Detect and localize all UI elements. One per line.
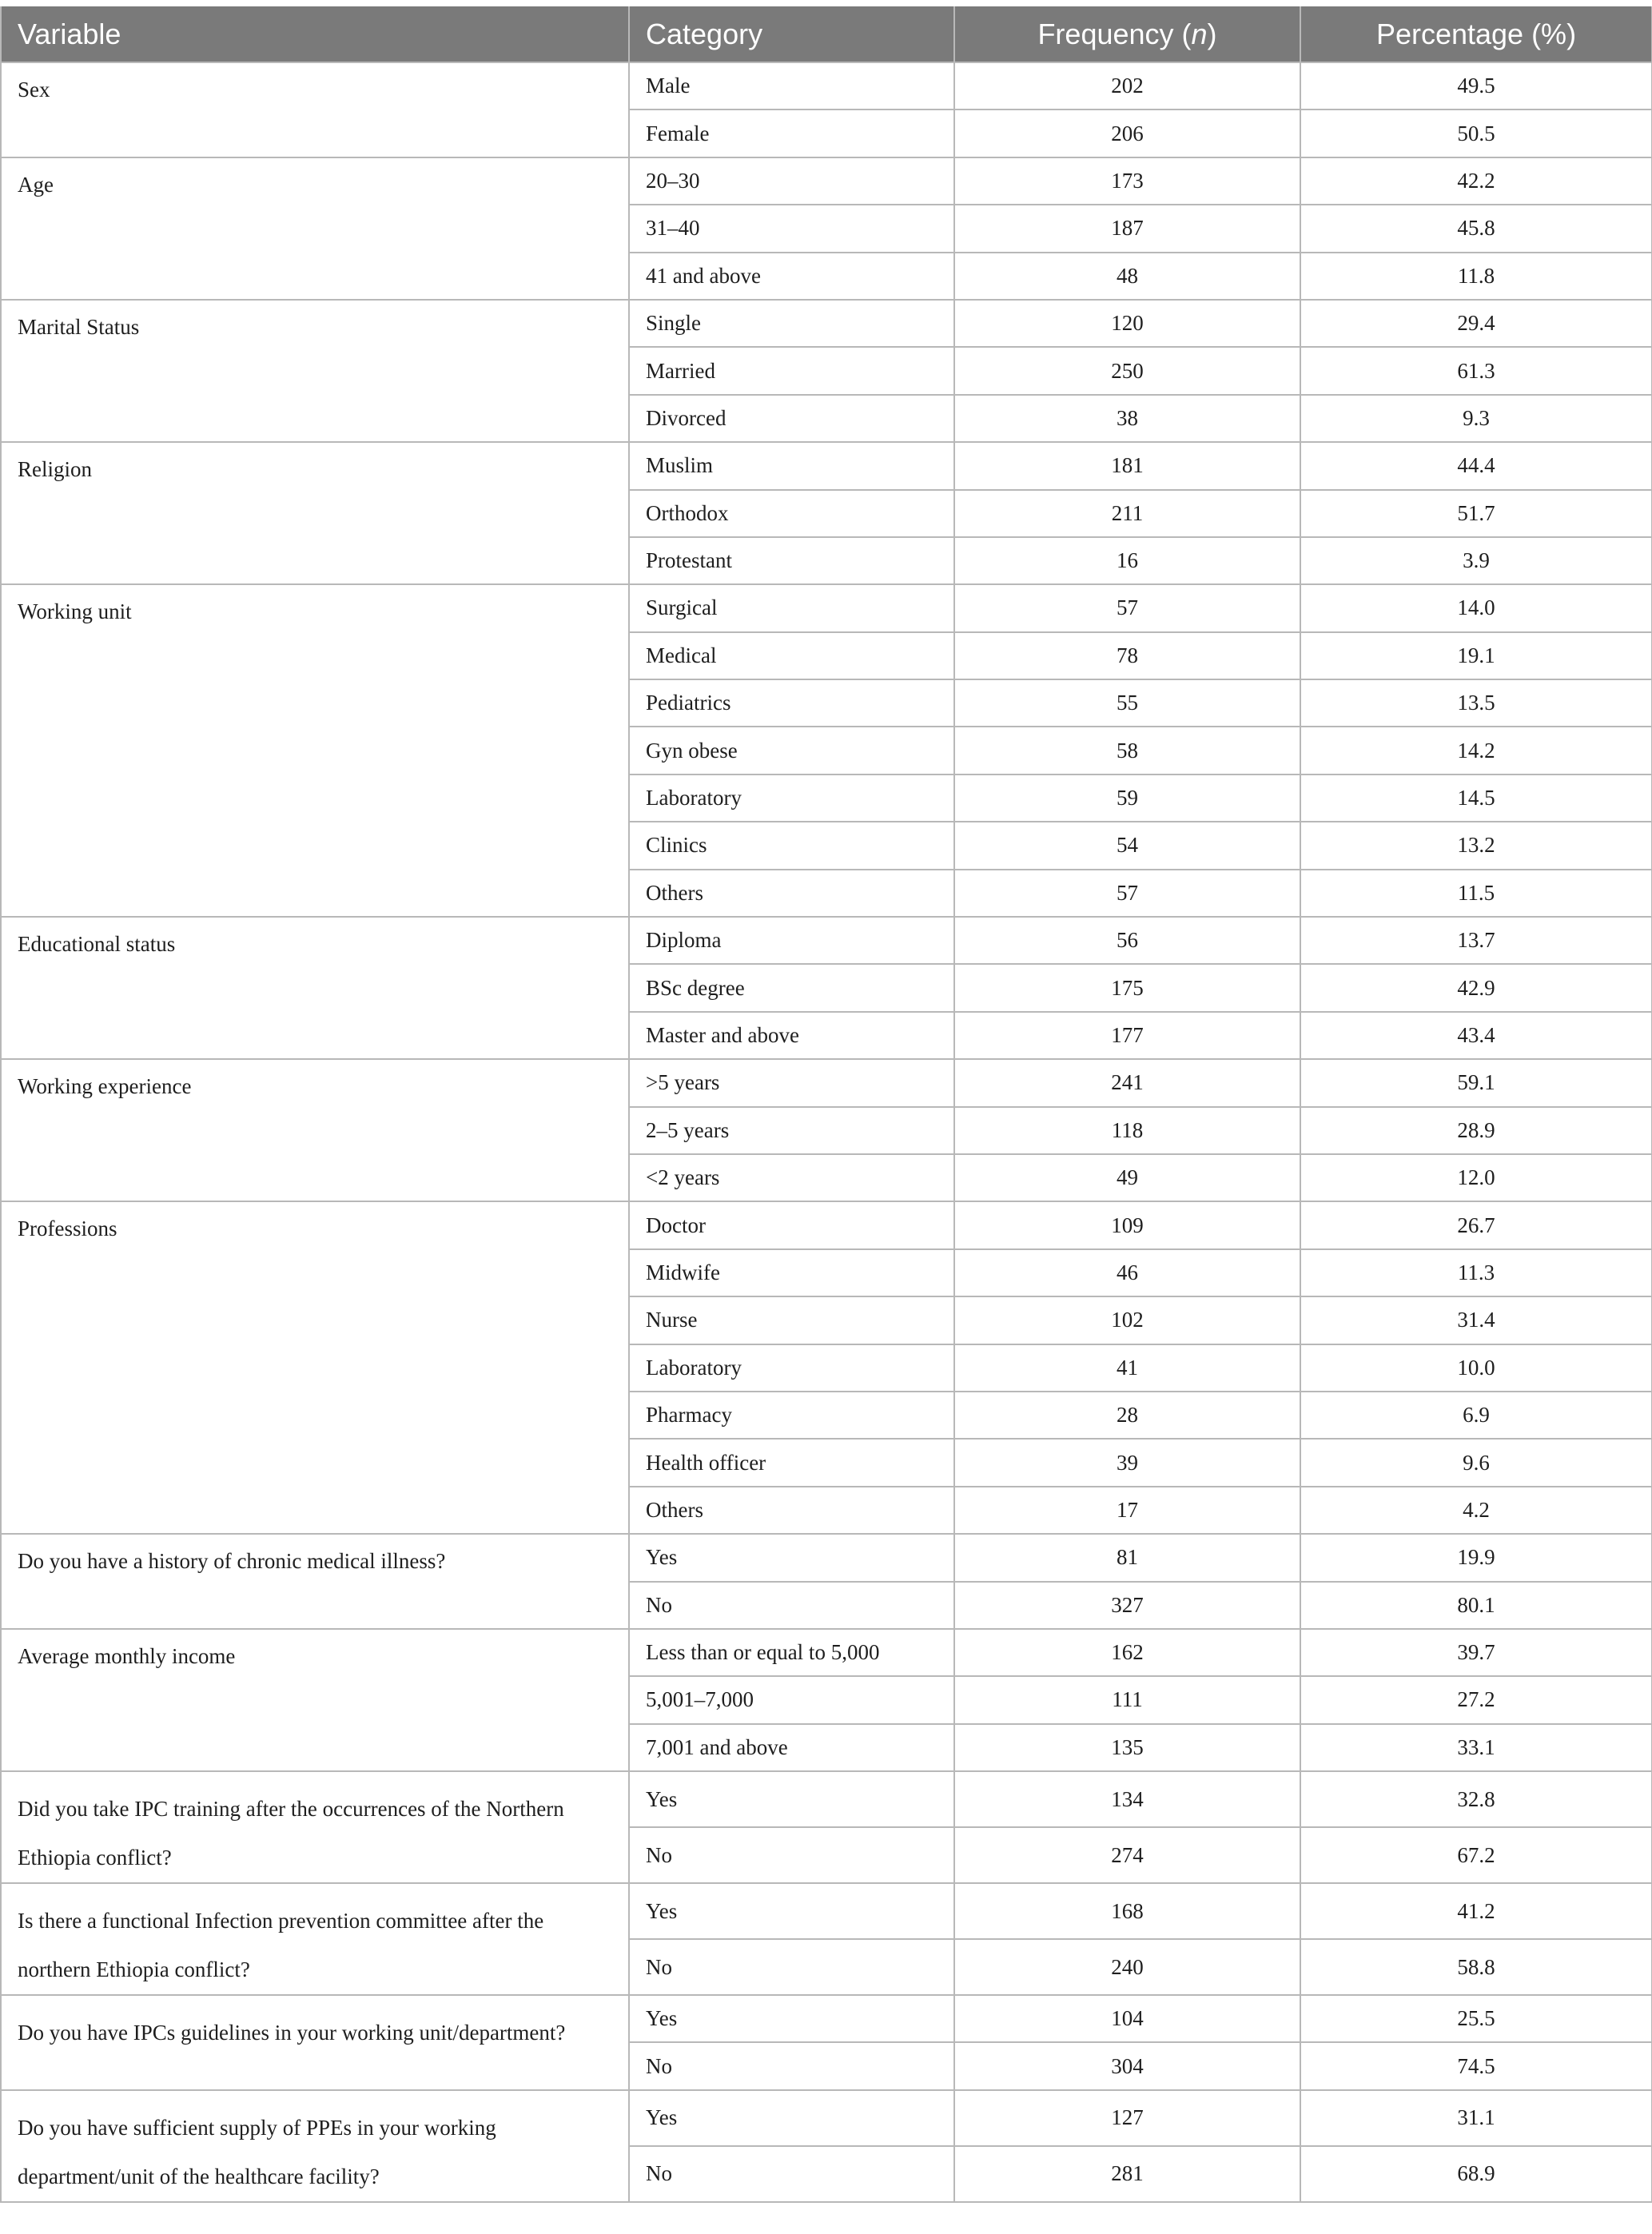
category-cell: 7,001 and above bbox=[629, 1724, 954, 1771]
variable-cell: Professions bbox=[1, 1201, 629, 1534]
percentage-cell: 44.4 bbox=[1300, 442, 1652, 489]
variable-cell: Do you have a history of chronic medical illness? bbox=[1, 1534, 629, 1629]
frequency-cell: 181 bbox=[954, 442, 1300, 489]
table-row bbox=[1, 2090, 1652, 2146]
percentage-cell: 68.9 bbox=[1300, 2146, 1652, 2202]
table-row bbox=[1, 1534, 1652, 1581]
percentage-cell: 51.7 bbox=[1300, 490, 1652, 537]
frequency-cell: 78 bbox=[954, 632, 1300, 679]
frequency-cell: 39 bbox=[954, 1439, 1300, 1486]
category-cell: BSc degree bbox=[629, 964, 954, 1011]
percentage-cell: 29.4 bbox=[1300, 300, 1652, 347]
percentage-cell: 13.5 bbox=[1300, 679, 1652, 727]
table-row bbox=[1, 442, 1652, 489]
frequency-cell: 211 bbox=[954, 490, 1300, 537]
percentage-cell: 14.0 bbox=[1300, 584, 1652, 631]
frequency-cell: 16 bbox=[954, 537, 1300, 584]
frequency-cell: 54 bbox=[954, 822, 1300, 869]
percentage-cell: 10.0 bbox=[1300, 1344, 1652, 1392]
percentage-cell: 19.1 bbox=[1300, 632, 1652, 679]
percentage-cell: 3.9 bbox=[1300, 537, 1652, 584]
category-cell: Divorced bbox=[629, 395, 954, 442]
percentage-cell: 12.0 bbox=[1300, 1154, 1652, 1201]
frequency-cell: 28 bbox=[954, 1392, 1300, 1439]
frequency-cell: 56 bbox=[954, 917, 1300, 964]
frequency-cell: 48 bbox=[954, 253, 1300, 300]
frequency-cell: 102 bbox=[954, 1296, 1300, 1344]
variable-cell: Religion bbox=[1, 442, 629, 584]
table-row bbox=[1, 62, 1652, 110]
category-cell: Clinics bbox=[629, 822, 954, 869]
category-cell: Orthodox bbox=[629, 490, 954, 537]
category-cell: Others bbox=[629, 870, 954, 917]
header-percentage: Percentage (%) bbox=[1300, 6, 1652, 62]
category-cell: Doctor bbox=[629, 1201, 954, 1248]
percentage-cell: 39.7 bbox=[1300, 1629, 1652, 1676]
frequency-cell: 240 bbox=[954, 1939, 1300, 1995]
percentage-cell: 9.6 bbox=[1300, 1439, 1652, 1486]
category-cell: Others bbox=[629, 1487, 954, 1534]
percentage-cell: 14.2 bbox=[1300, 727, 1652, 774]
percentage-cell: 4.2 bbox=[1300, 1487, 1652, 1534]
percentage-cell: 61.3 bbox=[1300, 347, 1652, 394]
variable-cell: Is there a functional Infection prevention committee after the northern Ethiopia conflict? bbox=[1, 1883, 629, 1995]
frequency-cell: 49 bbox=[954, 1154, 1300, 1201]
variable-cell: Average monthly income bbox=[1, 1629, 629, 1771]
percentage-cell: 31.1 bbox=[1300, 2090, 1652, 2146]
percentage-cell: 80.1 bbox=[1300, 1582, 1652, 1629]
frequency-cell: 135 bbox=[954, 1724, 1300, 1771]
category-cell: Less than or equal to 5,000 bbox=[629, 1629, 954, 1676]
variable-cell: Did you take IPC training after the occurrences of the Northern Ethiopia conflict? bbox=[1, 1771, 629, 1883]
percentage-cell: 43.4 bbox=[1300, 1012, 1652, 1059]
category-cell: No bbox=[629, 2042, 954, 2089]
percentage-cell: 13.2 bbox=[1300, 822, 1652, 869]
percentage-cell: 11.8 bbox=[1300, 253, 1652, 300]
variable-cell: Do you have sufficient supply of PPEs in your working department/unit of the healthcare facility? bbox=[1, 2090, 629, 2202]
table-row bbox=[1, 1629, 1652, 1676]
frequency-cell: 57 bbox=[954, 870, 1300, 917]
variable-cell: Age bbox=[1, 157, 629, 300]
category-cell: Midwife bbox=[629, 1249, 954, 1296]
header-frequency bbox=[954, 6, 1300, 62]
frequency-cell: 81 bbox=[954, 1534, 1300, 1581]
frequency-cell: 175 bbox=[954, 964, 1300, 1011]
table-row bbox=[1, 1201, 1652, 1248]
category-cell: Yes bbox=[629, 2090, 954, 2146]
frequency-cell: 118 bbox=[954, 1107, 1300, 1154]
header-row bbox=[1, 6, 1652, 62]
frequency-cell: 162 bbox=[954, 1629, 1300, 1676]
variable-cell: Working experience bbox=[1, 1059, 629, 1201]
category-cell: Single bbox=[629, 300, 954, 347]
percentage-cell: 45.8 bbox=[1300, 205, 1652, 252]
frequency-cell: 173 bbox=[954, 157, 1300, 205]
table-row bbox=[1, 1995, 1652, 2042]
variable-cell: Working unit bbox=[1, 584, 629, 917]
frequency-cell: 57 bbox=[954, 584, 1300, 631]
frequency-cell: 120 bbox=[954, 300, 1300, 347]
category-cell: <2 years bbox=[629, 1154, 954, 1201]
table-body bbox=[1, 62, 1652, 2202]
frequency-cell: 17 bbox=[954, 1487, 1300, 1534]
frequency-cell: 274 bbox=[954, 1827, 1300, 1883]
table-header bbox=[1, 6, 1652, 62]
category-cell: 41 and above bbox=[629, 253, 954, 300]
percentage-cell: 59.1 bbox=[1300, 1059, 1652, 1106]
frequency-cell: 304 bbox=[954, 2042, 1300, 2089]
frequency-cell: 104 bbox=[954, 1995, 1300, 2042]
variable-cell: Educational status bbox=[1, 917, 629, 1059]
category-cell: >5 years bbox=[629, 1059, 954, 1106]
frequency-cell: 127 bbox=[954, 2090, 1300, 2146]
percentage-cell: 49.5 bbox=[1300, 62, 1652, 110]
percentage-cell: 31.4 bbox=[1300, 1296, 1652, 1344]
frequency-cell: 46 bbox=[954, 1249, 1300, 1296]
frequency-cell: 187 bbox=[954, 205, 1300, 252]
percentage-cell: 42.2 bbox=[1300, 157, 1652, 205]
header-category: Category bbox=[629, 6, 954, 62]
percentage-cell: 33.1 bbox=[1300, 1724, 1652, 1771]
category-cell: Female bbox=[629, 110, 954, 157]
table-row bbox=[1, 584, 1652, 631]
category-cell: Yes bbox=[629, 1771, 954, 1827]
variable-cell: Marital Status bbox=[1, 300, 629, 442]
frequency-cell: 109 bbox=[954, 1201, 1300, 1248]
frequency-cell: 58 bbox=[954, 727, 1300, 774]
category-cell: No bbox=[629, 1939, 954, 1995]
category-cell: 20–30 bbox=[629, 157, 954, 205]
percentage-cell: 32.8 bbox=[1300, 1771, 1652, 1827]
category-cell: 2–5 years bbox=[629, 1107, 954, 1154]
frequency-cell: 59 bbox=[954, 775, 1300, 822]
table-row bbox=[1, 157, 1652, 205]
frequency-cell: 206 bbox=[954, 110, 1300, 157]
category-cell: Yes bbox=[629, 1883, 954, 1939]
frequency-cell: 202 bbox=[954, 62, 1300, 110]
category-cell: Nurse bbox=[629, 1296, 954, 1344]
frequency-cell: 38 bbox=[954, 395, 1300, 442]
category-cell: Male bbox=[629, 62, 954, 110]
category-cell: 31–40 bbox=[629, 205, 954, 252]
category-cell: Yes bbox=[629, 1534, 954, 1581]
category-cell: Protestant bbox=[629, 537, 954, 584]
frequency-cell: 241 bbox=[954, 1059, 1300, 1106]
header-frequency-n: n bbox=[1191, 17, 1208, 50]
header-frequency-suffix: ) bbox=[1207, 17, 1217, 50]
frequency-cell: 177 bbox=[954, 1012, 1300, 1059]
category-cell: Surgical bbox=[629, 584, 954, 631]
percentage-cell: 6.9 bbox=[1300, 1392, 1652, 1439]
category-cell: No bbox=[629, 2146, 954, 2202]
percentage-cell: 74.5 bbox=[1300, 2042, 1652, 2089]
category-cell: Medical bbox=[629, 632, 954, 679]
category-cell: Laboratory bbox=[629, 1344, 954, 1392]
percentage-cell: 11.5 bbox=[1300, 870, 1652, 917]
percentage-cell: 14.5 bbox=[1300, 775, 1652, 822]
category-cell: Master and above bbox=[629, 1012, 954, 1059]
category-cell: 5,001–7,000 bbox=[629, 1676, 954, 1723]
category-cell: Gyn obese bbox=[629, 727, 954, 774]
category-cell: Pharmacy bbox=[629, 1392, 954, 1439]
frequency-cell: 55 bbox=[954, 679, 1300, 727]
percentage-cell: 58.8 bbox=[1300, 1939, 1652, 1995]
frequency-cell: 168 bbox=[954, 1883, 1300, 1939]
percentage-cell: 9.3 bbox=[1300, 395, 1652, 442]
percentage-cell: 50.5 bbox=[1300, 110, 1652, 157]
percentage-cell: 13.7 bbox=[1300, 917, 1652, 964]
category-cell: Health officer bbox=[629, 1439, 954, 1486]
header-variable: Variable bbox=[1, 6, 629, 62]
table-row bbox=[1, 1059, 1652, 1106]
frequency-cell: 111 bbox=[954, 1676, 1300, 1723]
category-cell: Married bbox=[629, 347, 954, 394]
category-cell: No bbox=[629, 1582, 954, 1629]
percentage-cell: 25.5 bbox=[1300, 1995, 1652, 2042]
percentage-cell: 67.2 bbox=[1300, 1827, 1652, 1883]
percentage-cell: 42.9 bbox=[1300, 964, 1652, 1011]
table-row bbox=[1, 917, 1652, 964]
category-cell: Yes bbox=[629, 1995, 954, 2042]
frequency-cell: 250 bbox=[954, 347, 1300, 394]
table-row bbox=[1, 1771, 1652, 1827]
percentage-cell: 11.3 bbox=[1300, 1249, 1652, 1296]
demographics-table bbox=[0, 6, 1652, 2203]
percentage-cell: 28.9 bbox=[1300, 1107, 1652, 1154]
frequency-cell: 134 bbox=[954, 1771, 1300, 1827]
percentage-cell: 19.9 bbox=[1300, 1534, 1652, 1581]
table-row bbox=[1, 1883, 1652, 1939]
frequency-cell: 281 bbox=[954, 2146, 1300, 2202]
percentage-cell: 41.2 bbox=[1300, 1883, 1652, 1939]
frequency-cell: 41 bbox=[954, 1344, 1300, 1392]
category-cell: Muslim bbox=[629, 442, 954, 489]
variable-cell: Do you have IPCs guidelines in your working unit/department? bbox=[1, 1995, 629, 2090]
category-cell: No bbox=[629, 1827, 954, 1883]
percentage-cell: 26.7 bbox=[1300, 1201, 1652, 1248]
header-frequency-prefix: Frequency ( bbox=[1037, 17, 1192, 50]
frequency-cell: 327 bbox=[954, 1582, 1300, 1629]
variable-cell: Sex bbox=[1, 62, 629, 157]
category-cell: Laboratory bbox=[629, 775, 954, 822]
category-cell: Diploma bbox=[629, 917, 954, 964]
table-row bbox=[1, 300, 1652, 347]
percentage-cell: 27.2 bbox=[1300, 1676, 1652, 1723]
category-cell: Pediatrics bbox=[629, 679, 954, 727]
